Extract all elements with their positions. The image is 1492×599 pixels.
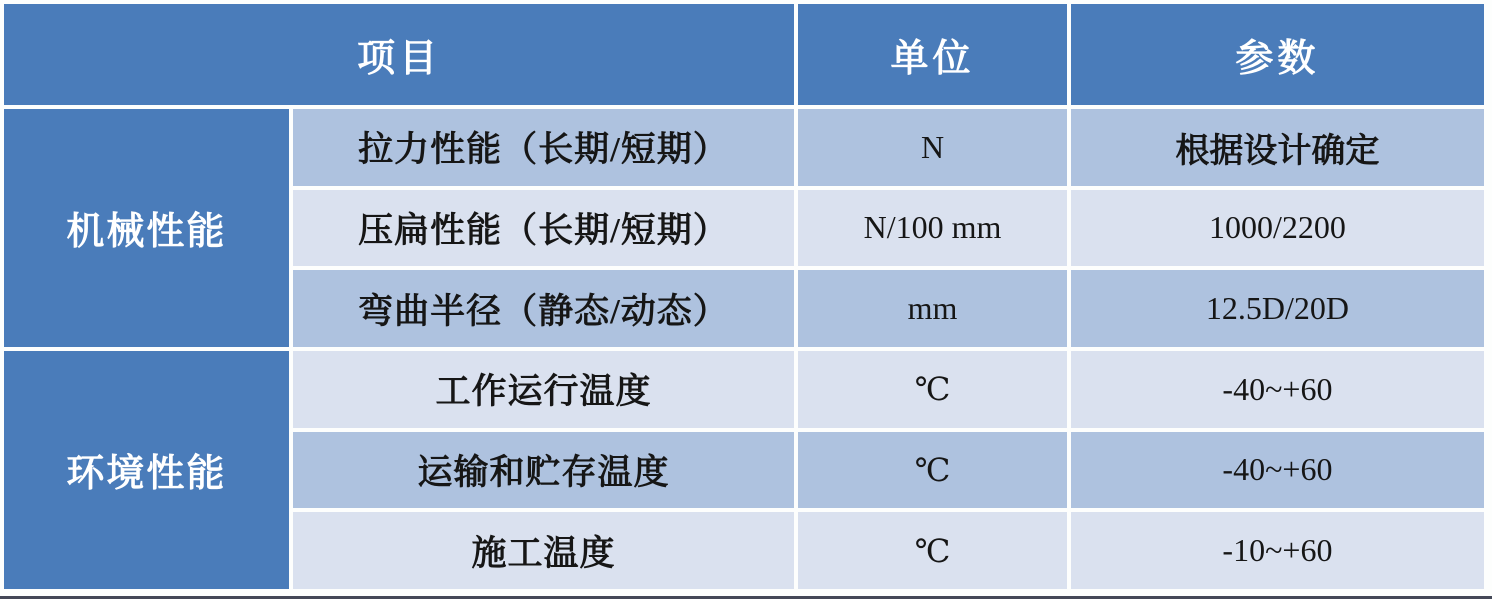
param-cell: -10~+60 (1071, 512, 1484, 589)
column-header-item: 项目 (4, 4, 794, 105)
table-row (4, 109, 1484, 186)
column-header-param: 参数 (1071, 4, 1484, 105)
item-cell: 运输和贮存温度 (293, 432, 794, 509)
param-cell: 1000/2200 (1071, 190, 1484, 267)
item-cell: 压扁性能（长期/短期） (293, 190, 794, 267)
category-cell-mechanical: 机械性能 (4, 109, 289, 347)
item-cell: 拉力性能（长期/短期） (293, 109, 794, 186)
unit-cell: ℃ (798, 512, 1067, 589)
param-cell: 根据设计确定 (1071, 109, 1484, 186)
unit-cell: N/100 mm (798, 190, 1067, 267)
table-row (4, 351, 1484, 428)
header-row (4, 4, 1484, 105)
unit-cell: ℃ (798, 432, 1067, 509)
param-cell: 12.5D/20D (1071, 270, 1484, 347)
category-cell-environmental: 环境性能 (4, 351, 289, 589)
param-cell: -40~+60 (1071, 351, 1484, 428)
item-cell: 施工温度 (293, 512, 794, 589)
unit-cell: ℃ (798, 351, 1067, 428)
item-cell: 工作运行温度 (293, 351, 794, 428)
param-cell: -40~+60 (1071, 432, 1484, 509)
unit-cell: mm (798, 270, 1067, 347)
column-header-unit: 单位 (798, 4, 1067, 105)
item-cell: 弯曲半径（静态/动态） (293, 270, 794, 347)
unit-cell: N (798, 109, 1067, 186)
